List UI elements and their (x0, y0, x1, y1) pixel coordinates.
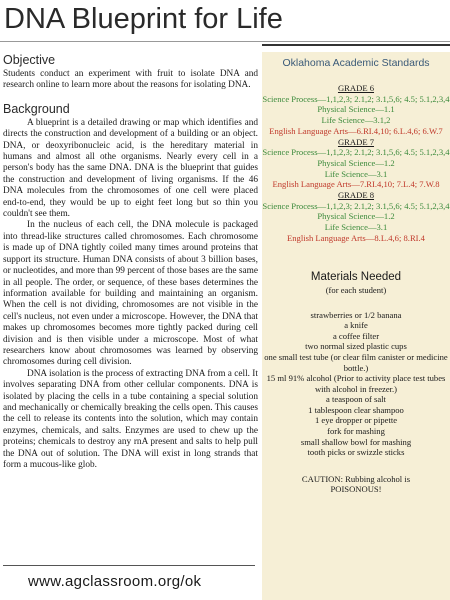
material-item: fork for mashing (327, 426, 385, 437)
standard-ela: English Language Arts—8.L.4,6; 8.RI.4 (287, 232, 425, 243)
sidebar-top-divider (262, 44, 450, 46)
background-heading: Background (3, 101, 70, 116)
standard-science-process: Science Process—1,1,2,3; 2.1,2; 3.1,5,6; 4.5; 5.1,2,3,4 (262, 147, 450, 158)
standards-title: Oklahoma Academic Standards (282, 57, 430, 69)
materials-heading: Materials Needed (310, 270, 402, 283)
standard-ela: English Language Arts—6.RI.4,10; 6.L.4,6; 6.W.7 (269, 125, 443, 136)
material-item: a teaspoon of salt (326, 394, 386, 405)
footer-divider (3, 565, 255, 566)
background-paragraph: A blueprint is a detailed drawing or map which identifies and directs the construction and development of a building or an object. DNA, or deoxyribonucleic acid, is the hereditary material in humans and almost all othe organisms. Nearly every cell in a person's body has the same DNA. DNA is the blueprint that guides the construction and development of living organisms. If the 46 DNA molecules from the chromosomes of one cell were placed end-to-end, they would be up to eight feet long but so thin you couldn't see them. (3, 117, 258, 220)
material-item: 15 ml 91% alcohol (Prior to activity place test tubes with alcohol in freezer.) (266, 373, 446, 394)
grade-heading: GRADE 8 (337, 190, 375, 201)
grade-heading: GRADE 7 (337, 136, 375, 147)
standard-life-science: Life Science—3.1 (324, 168, 388, 179)
background-paragraph: In the nucleus of each cell, the DNA molecule is packaged into thread-like structures called chromosomes. Each chromosome is made up of DNA tightly coiled many times around proteins that support its structure. Human DNA consists of about 3 billion bases, or nucleotides, and more than 99 percent of those bases are the same in all people. The order, or sequence, of these bases determines the information available for building and maintaining an organism. When the cell is not dividing, chromosomes are not visible in the cell's nucleus, not even under a microscope. However, the DNA that makes up chromosomes becomes more tightly packed during cell division and is then visible under a microscope. Most of what researchers know about chromosomes was learned by observing chromosomes during cell division. (3, 220, 258, 368)
standard-physical-science: Physical Science—1.2 (317, 211, 395, 222)
footer-url: www.agclassroom.org/ok (28, 573, 202, 590)
material-item: 1 tablespoon clear shampoo (308, 404, 404, 415)
materials-list (262, 310, 450, 458)
page-title: DNA Blueprint for Life (4, 3, 283, 35)
material-item: tooth picks or swizzle sticks (307, 447, 405, 458)
material-item: one small test tube (or clear film canister or medicine bottle.) (264, 351, 448, 373)
grade-heading: GRADE 6 (337, 83, 375, 93)
material-item: strawberries or 1/2 banana (310, 309, 402, 320)
objective-heading: Objective (3, 53, 56, 67)
material-item: small shallow bowl for mashing (300, 436, 412, 447)
standard-ela: English Language Arts—7.RI.4,10; 7.L.4; 7.W.8 (272, 179, 440, 190)
material-item: a coffee filter (332, 330, 380, 341)
material-item: 1 eye dropper or pipette (314, 415, 398, 426)
title-divider (0, 41, 450, 42)
grade-block (262, 190, 450, 244)
objective-text: Students conduct an experiment with fruit to isolate DNA and research online to learn more about the reasons for isolating DNA. (3, 69, 258, 91)
grade-block (262, 137, 450, 191)
standard-physical-science: Physical Science—1.1 (317, 104, 395, 115)
caution-note: CAUTION: Rubbing alcohol is POISONOUS! (301, 473, 411, 495)
standard-science-process: Science Process—1,1,2,3; 2.1,2; 3.1,5,6; 4.5; 5.1,2,3,4 (262, 93, 450, 104)
standards-list (262, 83, 450, 244)
main-column (3, 53, 258, 471)
background-paragraph: DNA isolation is the process of extracting DNA from a cell. It involves separating DNA from other cellular components. DNA is isolated by placing the cells in a tube containing a special solution and mechanically or chemically breaking the cells open. This causes the cell to release its contents into the solution, which may contain enzymes, chemicals, and salts. Enzymes are used to chew up the proteins; chemicals to destroy any rnA present and salts to help pull the DNA out of solution. The DNA will exist in long strands that form a mucous-like glob. (3, 368, 258, 470)
material-item: two normal sized plastic cups (305, 341, 407, 352)
materials-subheading: (for each student) (325, 284, 387, 295)
grade-block (262, 83, 450, 137)
standard-physical-science: Physical Science—1.2 (317, 157, 395, 168)
sidebar (262, 52, 450, 600)
standard-life-science: Life Science—3.1,2 (321, 115, 391, 126)
material-item: a knife (344, 320, 368, 331)
standard-life-science: Life Science—3.1 (324, 222, 388, 233)
standard-science-process: Science Process—1,1,2,3; 2.1,2; 3.1,5,6; 4.5; 5.1,2,3,4 (262, 200, 450, 211)
